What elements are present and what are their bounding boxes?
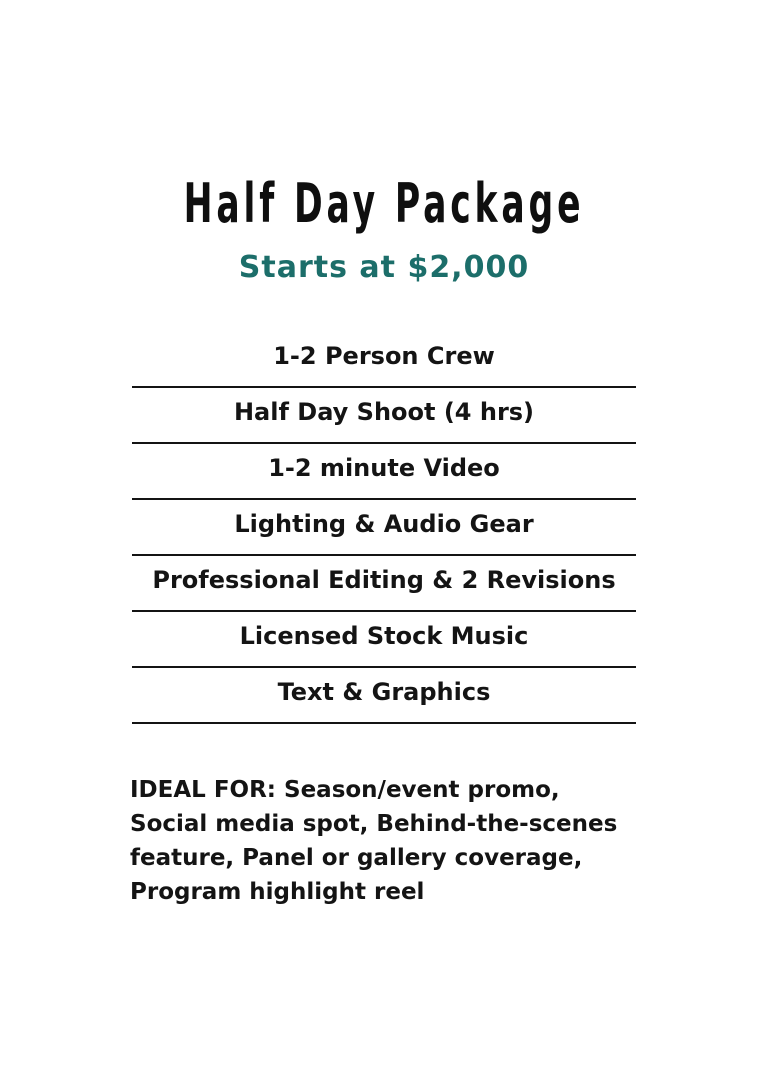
feature-label: Half Day Shoot (4 hrs): [233, 398, 535, 426]
feature-list: [132, 332, 636, 724]
ideal-for-line: feature, Panel or gallery coverage,: [130, 845, 583, 871]
ideal-for-line: Program highlight reel: [130, 879, 425, 905]
ideal-for-text: [130, 773, 650, 909]
ideal-for-line: Social media spot, Behind-the-scenes: [130, 811, 618, 837]
feature-item: [132, 500, 636, 556]
feature-item: [132, 556, 636, 612]
feature-item: [132, 388, 636, 444]
divider-line: [132, 722, 636, 724]
feature-label: Professional Editing & 2 Revisions: [152, 566, 616, 594]
feature-item: [132, 612, 636, 668]
package-title: Half Day Package: [183, 172, 585, 235]
ideal-for-line: IDEAL FOR: Season/event promo,: [130, 777, 560, 803]
package-price: Starts at $2,000: [238, 250, 530, 285]
feature-label: Licensed Stock Music: [239, 622, 529, 650]
feature-label: 1-2 minute Video: [268, 454, 500, 482]
feature-label: 1-2 Person Crew: [273, 342, 495, 370]
feature-item: [132, 332, 636, 388]
feature-label: Lighting & Audio Gear: [234, 510, 534, 538]
feature-item: [132, 444, 636, 500]
feature-label: Text & Graphics: [277, 678, 491, 706]
feature-item: [132, 668, 636, 724]
